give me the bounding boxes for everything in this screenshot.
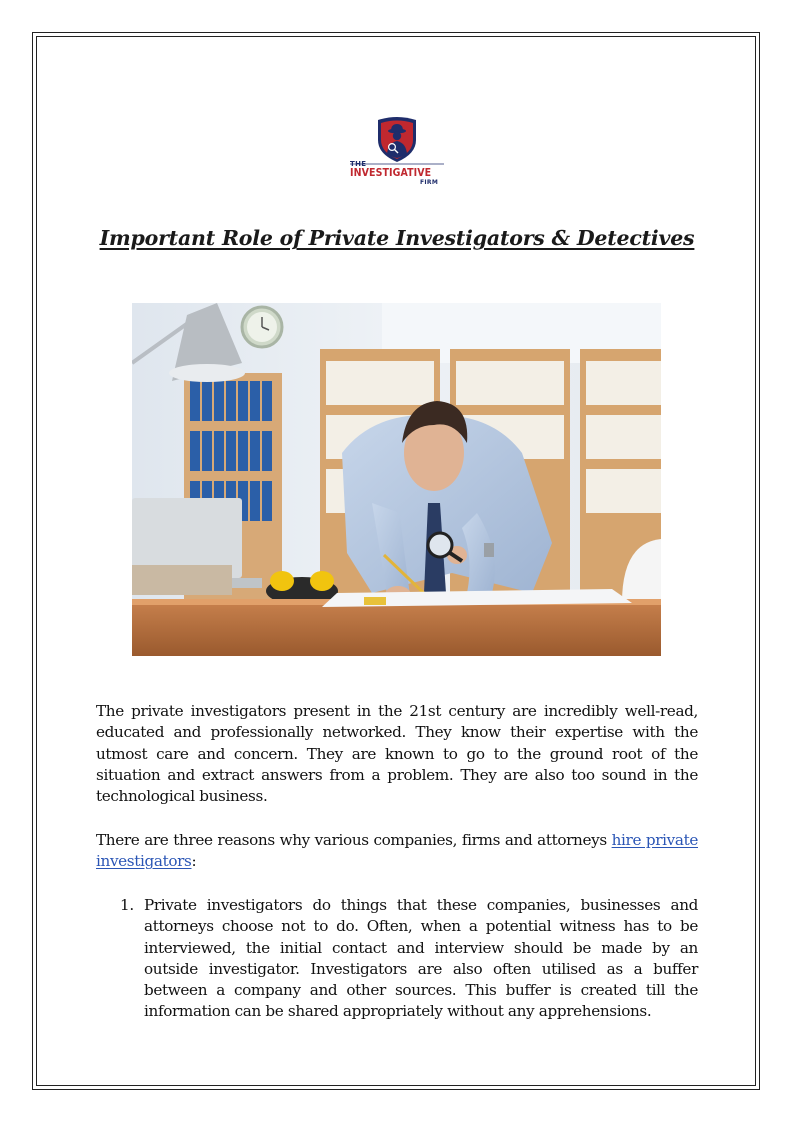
reasons-list [96,895,698,1023]
reasons-intro-paragraph [96,830,698,873]
investigator-photo [132,303,661,656]
logo-text-the: THE [350,160,367,168]
logo-text-investigative: INVESTIGATIVE [350,167,432,179]
list-item [96,895,698,1023]
list-item-number: 1. [120,896,134,914]
page-title: Important Role of Private Investigators & Detectives [99,226,695,250]
reasons-intro-colon: : [191,852,197,871]
hire-private-investigators-link[interactable]: hire private investigators [96,831,698,871]
list-item-text: Private investigators do things that these companies, businesses and attorneys choose not to do. Often, when a potential witness has to be interviewed, the initial contact and interview should be made by an outside investigator. Investigators are also often utilised as a buffer between a company and other sources. This buffer is created till the information can be shared appropriately without any apprehensions. [144,896,698,1021]
reasons-intro-text: There are three reasons why various companies, firms and attorneys [96,831,612,849]
logo-text-firm: FIRM [420,179,439,186]
intro-paragraph: The private investigators present in the 21st century are incredibly well-read, educated and professionally networked. They know their expertise with the utmost care and concern. They are known to go to the ground root of the situation and extract answers from a problem. They are also too sound in the technological business. [96,702,698,806]
